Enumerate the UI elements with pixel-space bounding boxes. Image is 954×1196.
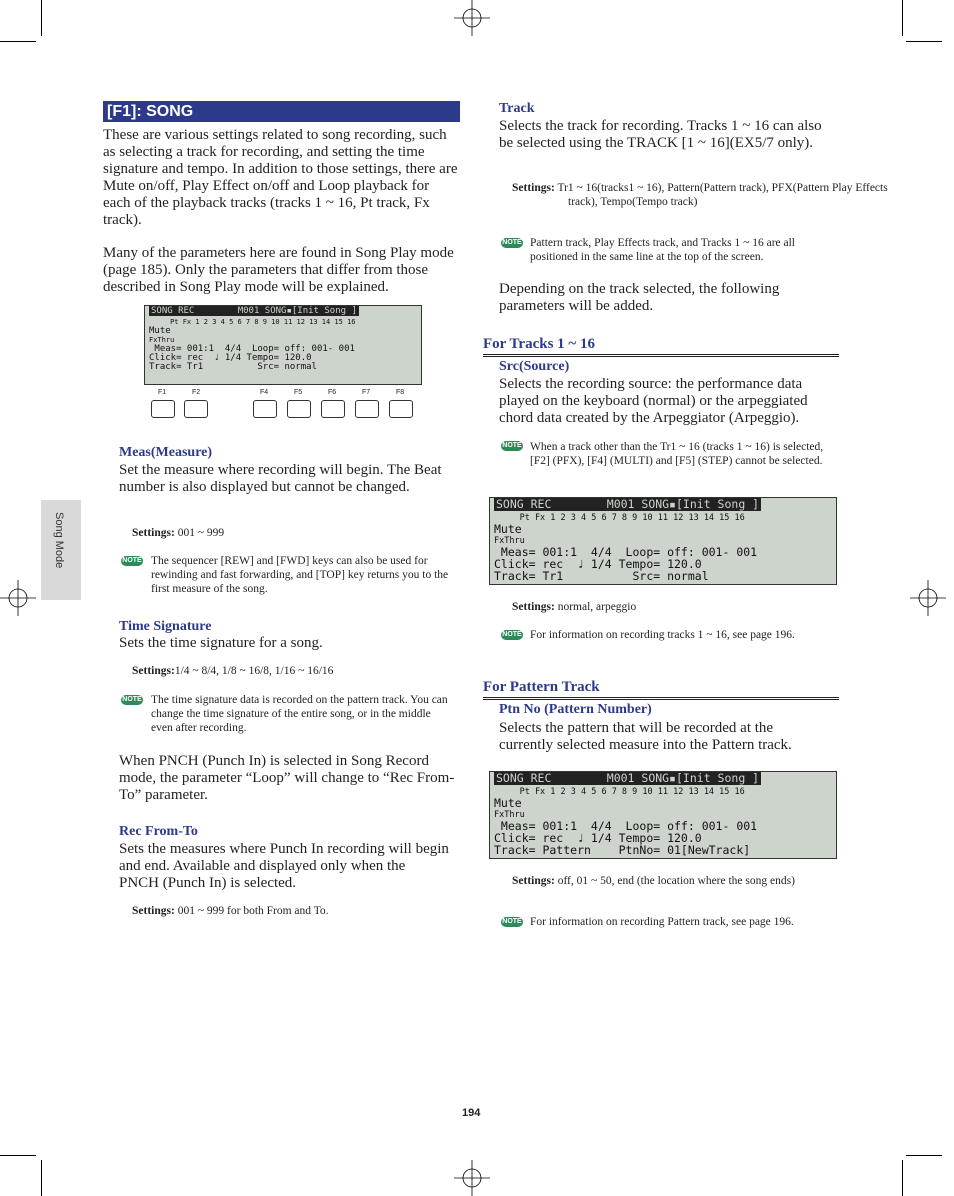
- registration-mark-icon: [454, 0, 490, 36]
- crop-mark: [906, 1155, 942, 1156]
- lcd-line: Track= Tr1 Src= normal: [494, 569, 709, 583]
- track-title: Track: [499, 101, 535, 116]
- lcd-line: Mute: [494, 796, 522, 810]
- lcd-line: Track= Tr1 Src= normal: [149, 362, 317, 372]
- page-number: 194: [462, 1107, 481, 1119]
- f1-button[interactable]: [151, 400, 175, 418]
- time-signature-settings: 1/4 ~ 8/4, 1/8 ~ 16/8, 1/16 ~ 16/16: [174, 665, 334, 677]
- src-note-2: For information on recording tracks 1 ~ 16, see page 196.: [530, 629, 795, 641]
- registration-mark-icon: [910, 580, 946, 616]
- crop-mark: [0, 41, 36, 42]
- lcd-screen-pattern: [489, 771, 837, 859]
- fkey-label: F1: [158, 389, 167, 396]
- crop-mark: [41, 0, 42, 36]
- src-note: When a track other than the Tr1 ~ 16 (tracks 1 ~ 16) is selected, [F2] (PFX), [F4] (MULTI) and [F5] (STEP) cannot be selected.: [530, 441, 824, 467]
- lcd-screen: [144, 305, 422, 385]
- f4-button[interactable]: [253, 400, 277, 418]
- lcd-line: FxThru: [149, 336, 175, 344]
- rec-from-to-title: Rec From-To: [119, 824, 198, 839]
- lcd-line: Meas= 001:1 4/4 Loop= off: 001- 001: [494, 819, 758, 833]
- settings-label: Settings:: [512, 601, 555, 613]
- fkey-label: F7: [362, 389, 371, 396]
- depending-paragraph: Depending on the track selected, the following parameters will be added.: [499, 281, 780, 314]
- lcd-line: Meas= 001:1 4/4 Loop= off: 001- 001: [494, 545, 758, 559]
- lcd-line: Click= rec ♩ 1/4 Tempo= 120.0: [494, 831, 702, 845]
- rec-from-to-text: Sets the measures where Punch In recording will begin and end. Available and displayed only when the PNCH (Punch In) is selected.: [119, 841, 449, 891]
- track-settings: Tr1 ~ 16(tracks1 ~ 16), Pattern(Pattern track), PFX(Pattern Play Effects track), Tempo(Tempo track): [557, 182, 888, 208]
- note-icon: NOTE: [502, 631, 522, 638]
- lcd-line: SONG REC M001 SONG▪[Init Song ]: [151, 306, 357, 316]
- rec-from-to-settings: 001 ~ 999 for both From and To.: [177, 905, 329, 917]
- fkey-label: F6: [328, 389, 337, 396]
- settings-label: Settings:: [512, 875, 555, 887]
- crop-mark: [0, 1155, 36, 1156]
- crop-mark: [902, 1160, 903, 1196]
- ptn-no-note: For information on recording Pattern track, see page 196.: [530, 916, 794, 928]
- lcd-screen-tracks: [489, 497, 837, 585]
- meas-note: The sequencer [REW] and [FWD] keys can also be used for rewinding and fast forwarding, and [TOP] key returns you to the first measure of the song.: [151, 555, 449, 595]
- lcd-line: Pt Fx 1 2 3 4 5 6 7 8 9 10 11 12 13 14 15 16: [494, 513, 745, 523]
- side-tab-label: Song Mode: [53, 512, 65, 569]
- meas-title: Meas(Measure): [119, 445, 213, 460]
- time-signature-title: Time Signature: [119, 619, 212, 634]
- track-text: Selects the track for recording. Tracks 1 ~ 16 can also be selected using the TRACK [1 ~ 16](EX5/7 only).: [499, 118, 822, 151]
- section-header: [F1]: SONG: [103, 101, 460, 122]
- f8-button[interactable]: [389, 400, 413, 418]
- lcd-line: SONG REC M001 SONG▪[Init Song ]: [496, 771, 760, 785]
- crop-mark: [41, 1160, 42, 1196]
- lcd-line: Pt Fx 1 2 3 4 5 6 7 8 9 10 11 12 13 14 15 16: [494, 787, 745, 797]
- registration-mark-icon: [454, 1160, 490, 1196]
- lcd-line: FxThru: [494, 810, 525, 820]
- note-icon: NOTE: [502, 442, 522, 449]
- f6-button[interactable]: [321, 400, 345, 418]
- meas-text: Set the measure where recording will begin. The Beat number is also displayed but cannot be changed.: [119, 462, 442, 495]
- lcd-line: FxThru: [494, 536, 525, 546]
- note-icon: NOTE: [502, 239, 522, 246]
- f5-button[interactable]: [287, 400, 311, 418]
- lcd-line: Pt Fx 1 2 3 4 5 6 7 8 9 10 11 12 13 14 15 16: [149, 318, 356, 326]
- src-text: Selects the recording source: the performance data played on the keyboard (normal) or the arpeggiated chord data created by the Arpeggiator (Arpeggio).: [499, 376, 808, 426]
- f7-button[interactable]: [355, 400, 379, 418]
- ptn-no-text: Selects the pattern that will be recorded at the currently selected measure into the Pattern track.: [499, 720, 792, 753]
- src-settings: normal, arpeggio: [557, 601, 637, 613]
- note-icon: NOTE: [122, 557, 142, 564]
- fkey-label: F4: [260, 389, 269, 396]
- f2-button[interactable]: [184, 400, 208, 418]
- registration-mark-icon: [0, 580, 36, 616]
- lcd-line: Mute: [149, 326, 171, 336]
- lcd-tab: [179, 383, 197, 386]
- punch-in-paragraph: When PNCH (Punch In) is selected in Song Record mode, the parameter “Loop” will change to “Rec From-To” parameter.: [119, 753, 455, 803]
- for-tracks-heading: For Tracks 1 ~ 16: [483, 334, 839, 355]
- meas-settings: 001 ~ 999: [177, 527, 225, 539]
- track-note: Pattern track, Play Effects track, and Tracks 1 ~ 16 are all positioned in the same line at the top of the screen.: [530, 237, 795, 263]
- settings-label: Settings:: [132, 665, 175, 677]
- settings-label: Settings:: [512, 182, 555, 194]
- fkey-label: F8: [396, 389, 405, 396]
- fkey-label: F5: [294, 389, 303, 396]
- intro-paragraph-1: These are various settings related to song recording, such as selecting a track for recording, and setting the time signature and tempo. In addition to those settings, there are Mute on/off, Play Effect on/off and Loop playback for each of the playback tracks (tracks 1 ~ 16, Pt track, Fx track).: [103, 127, 458, 228]
- time-signature-note: The time signature data is recorded on the pattern track. You can change the time signature of the entire song, or in the middle even after recording.: [151, 694, 448, 734]
- note-icon: NOTE: [122, 696, 142, 703]
- ptn-no-title: Ptn No (Pattern Number): [499, 702, 652, 717]
- note-icon: NOTE: [502, 918, 522, 925]
- lcd-line: Track= Pattern PtnNo= 01[NewTrack]: [494, 843, 751, 857]
- lcd-line: Click= rec ♩ 1/4 Tempo= 120.0: [494, 557, 702, 571]
- intro-paragraph-2: Many of the parameters here are found in Song Play mode (page 185). Only the parameters that differ from those described in Song Play mode will be explained.: [103, 245, 454, 295]
- side-tab: [41, 500, 81, 600]
- settings-label: Settings:: [132, 527, 175, 539]
- settings-label: Settings:: [132, 905, 175, 917]
- for-pattern-track-heading: For Pattern Track: [483, 677, 839, 698]
- ptn-no-settings: off, 01 ~ 50, end (the location where the song ends): [557, 875, 795, 887]
- time-signature-text: Sets the time signature for a song.: [119, 635, 323, 651]
- lcd-line: SONG REC M001 SONG▪[Init Song ]: [496, 497, 760, 511]
- crop-mark: [906, 41, 942, 42]
- lcd-line: Meas= 001:1 4/4 Loop= off: 001- 001: [149, 344, 355, 354]
- lcd-line: Click= rec ♩ 1/4 Tempo= 120.0: [149, 353, 312, 363]
- lcd-line: Mute: [494, 522, 522, 536]
- crop-mark: [902, 0, 903, 36]
- src-title: Src(Source): [499, 359, 570, 374]
- fkey-label: F2: [192, 389, 201, 396]
